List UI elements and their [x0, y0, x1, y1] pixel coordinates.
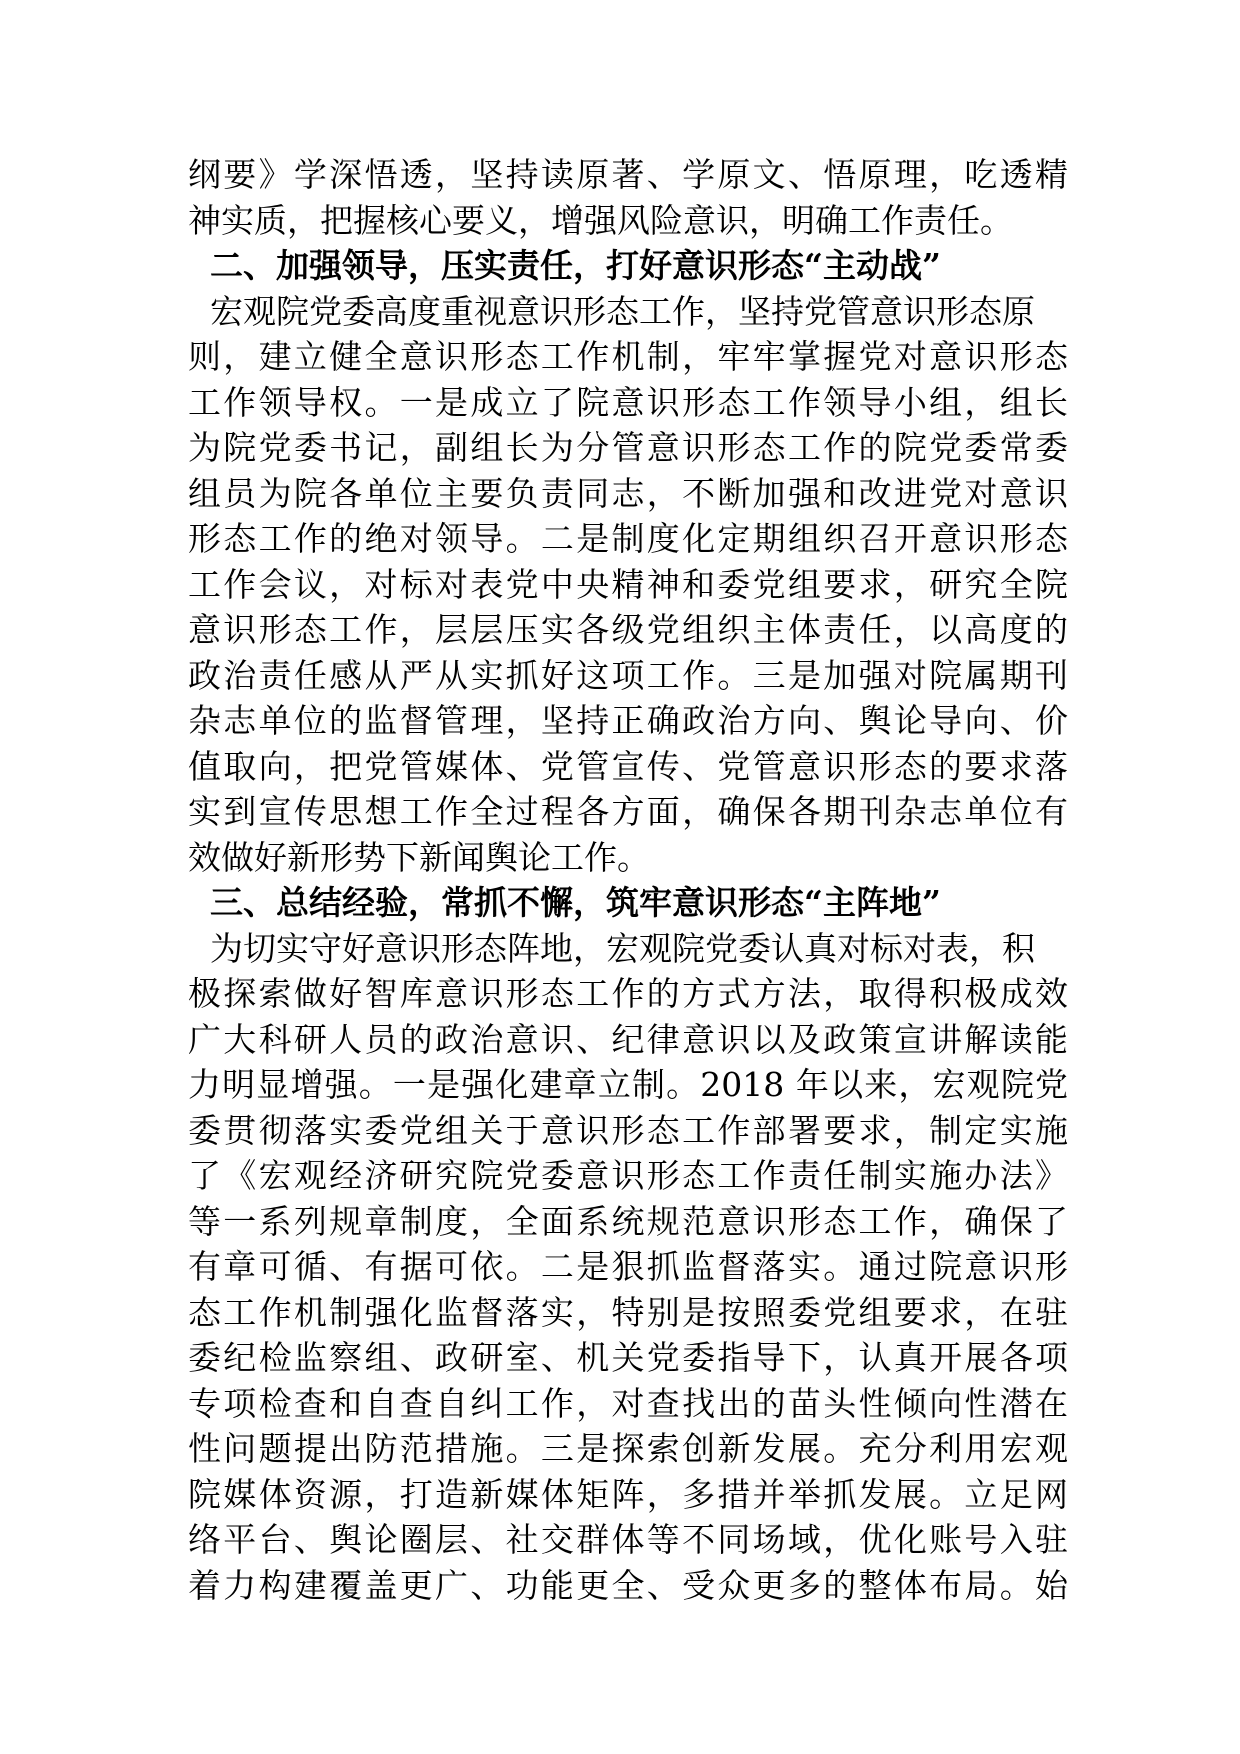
text-line: 广大科研人员的政治意识、纪律意识以及政策宣讲解读能: [188, 1019, 1068, 1059]
text-line: 性问题提出防范措施。三是探索创新发展。充分利用宏观: [188, 1429, 1068, 1468]
text-line: 络平台、舆论圈层、社交群体等不同场域，优化账号入驻: [188, 1520, 1068, 1559]
text-line: 极探索做好智库意识形态工作的方式方法，取得积极成效: [188, 974, 1068, 1013]
text-line: 效做好新形势下新闻舆论工作。: [188, 837, 650, 877]
text-line: 为院党委书记，副组长为分管意识形态工作的院党委常委: [188, 428, 1068, 467]
body-text: [188, 152, 1068, 1608]
text-line: 力明显增强。一是强化建章立制。2018 年以来，宏观院党: [188, 1065, 1068, 1104]
text-line: 值取向，把党管媒体、党管宣传、党管意识形态的要求落: [188, 746, 1068, 786]
text-line: 神实质，把握核心要义，增强风险意识，明确工作责任。: [188, 200, 1013, 240]
text-line: 宏观院党委高度重视意识形态工作，坚持党管意识形态原: [210, 291, 1035, 331]
text-line: 委纪检监察组、政研室、机关党委指导下，认真开展各项: [188, 1338, 1068, 1377]
text-line: 态工作机制强化监督落实，特别是按照委党组要求，在驻: [188, 1292, 1068, 1332]
text-line: 工作领导权。一是成立了院意识形态工作领导小组，组长: [188, 382, 1068, 422]
text-line: 实到宣传思想工作全过程各方面，确保各期刊杂志单位有: [188, 792, 1068, 831]
text-line: 意识形态工作，层层压实各级党组织主体责任，以高度的: [188, 610, 1068, 649]
paragraph-3: [188, 926, 1068, 1609]
paragraph-2: [188, 289, 1068, 881]
section-heading-2: 二、加强领导，压实责任，打好意识形态“主动战”: [210, 246, 941, 285]
text-line: 则，建立健全意识形态工作机制，牢牢掌握党对意识形态: [188, 337, 1068, 376]
text-line: 纲要》学深悟透，坚持读原著、学原文、悟原理，吃透精: [188, 155, 1068, 194]
text-line: 政治责任感从严从实抓好这项工作。三是加强对院属期刊: [188, 655, 1068, 695]
text-line: 院媒体资源，打造新媒体矩阵，多措并举抓发展。立足网: [188, 1474, 1068, 1514]
paragraph-1: [188, 152, 1068, 243]
text-line: 为切实守好意识形态阵地，宏观院党委认真对标对表，积: [210, 928, 1035, 968]
text-line: 有章可循、有据可依。二是狠抓监督落实。通过院意识形: [188, 1247, 1068, 1286]
text-line: 等一系列规章制度，全面系统规范意识形态工作，确保了: [188, 1201, 1068, 1241]
text-line: 委贯彻落实委党组关于意识形态工作部署要求，制定实施: [188, 1110, 1068, 1150]
section-heading-3: 三、总结经验，常抓不懈，筑牢意识形态“主阵地”: [210, 883, 941, 922]
text-line: 组员为院各单位主要负责同志，不断加强和改进党对意识: [188, 473, 1068, 513]
text-line: 工作会议，对标对表党中央精神和委党组要求，研究全院: [188, 564, 1068, 604]
text-line: 着力构建覆盖更广、功能更全、受众更多的整体布局。始: [188, 1565, 1068, 1605]
text-line: 了《宏观经济研究院党委意识形态工作责任制实施办法》: [188, 1156, 1068, 1195]
text-line: 杂志单位的监督管理，坚持正确政治方向、舆论导向、价: [188, 701, 1068, 740]
text-line: 形态工作的绝对领导。二是制度化定期组织召开意识形态: [188, 519, 1068, 558]
text-line: 专项检查和自查自纠工作，对查找出的苗头性倾向性潜在: [188, 1383, 1068, 1423]
